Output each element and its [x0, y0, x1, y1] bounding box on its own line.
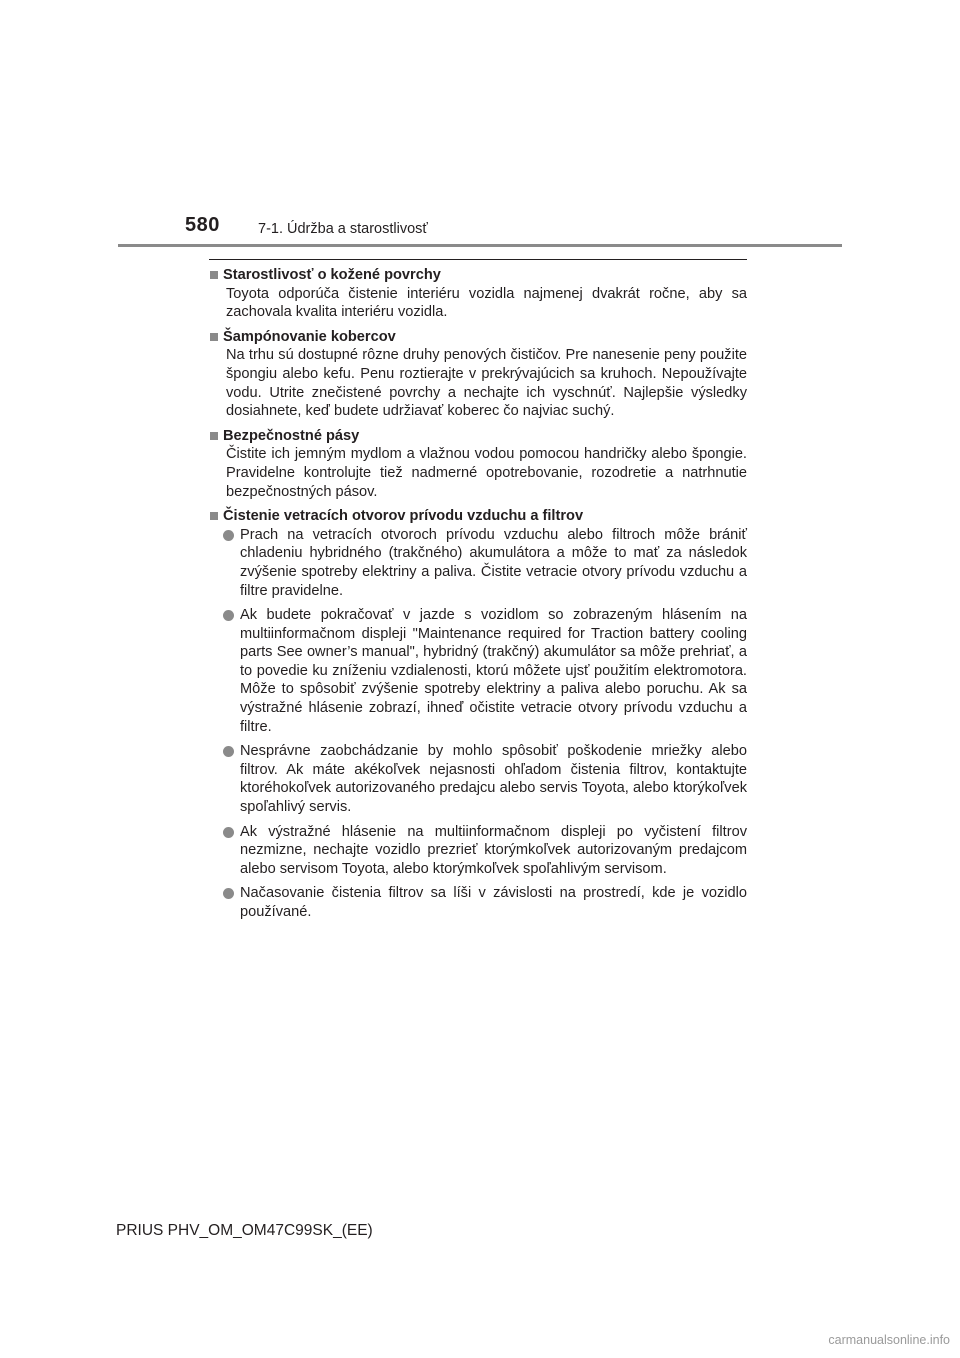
section-heading-text: Bezpečnostné pásy [223, 427, 360, 444]
circle-bullet-icon [223, 827, 234, 838]
watermark-link[interactable]: carmanualsonline.info [828, 1333, 950, 1347]
section-heading [209, 507, 747, 526]
section-heading [209, 328, 747, 347]
section-heading-text: Šampónovanie kobercov [223, 328, 396, 345]
list-item [209, 884, 747, 921]
square-bullet-icon [210, 271, 218, 279]
section-carpet-shampoo [209, 328, 747, 421]
section-text: Toyota odporúča čistenie interiéru vozidla najmenej dvakrát ročne, aby sa zachovala kvalita interiéru vozidla. [226, 285, 747, 321]
main-content [209, 266, 747, 928]
circle-bullet-icon [223, 610, 234, 621]
section-text: Na trhu sú dostupné rôzne druhy penových čističov. Pre nanesenie peny použite špongiu alebo kefu. Penu roztierajte v prekrývajúcich sa kruhoch. Nepoužívajte vodu. Utrite znečistené povrchy a nechajte ich vyschnúť. Najlepšie výsledky dosiahnete, keď budete udržiavať koberec čo najviac suchý. [226, 347, 747, 420]
section-heading [209, 266, 747, 285]
square-bullet-icon [210, 432, 218, 440]
chapter-title: 7-1. Údržba a starostlivosť [258, 221, 428, 237]
section-seat-belts [209, 427, 747, 501]
circle-bullet-icon [223, 530, 234, 541]
list-item-text: Ak výstražné hlásenie na multiinformačnom displeji po vyčistení filtrov nezmizne, nechajte vozidlo prezrieť ktorýmkoľvek autorizovaným predajcom alebo servisom Toyota, alebo ktorýmkoľvek spoľahlivým servisom. [240, 823, 747, 877]
circle-bullet-icon [223, 888, 234, 899]
square-bullet-icon [210, 333, 218, 341]
list-item-text: Prach na vetracích otvoroch prívodu vzduchu alebo filtroch môže brániť chladeniu hybridného (trakčného) akumulátora a môže to mať za následok zvýšenie spotreby elektriny a paliva. Čistite vetracie otvory prívodu vzduchu a filtre pravidelne. [240, 526, 747, 599]
circle-bullet-icon [223, 746, 234, 757]
section-heading [209, 427, 747, 446]
page-number: 580 [185, 214, 220, 236]
square-bullet-icon [210, 512, 218, 520]
section-text: Čistite ich jemným mydlom a vlažnou vodou pomocou handričky alebo špongie. Pravidelne kontrolujte tiež nadmerné opotrebovanie, rozodretie a natrhnutie bezpečnostných pásov. [226, 446, 747, 500]
section-air-intake-vents [209, 507, 747, 921]
section-heading-text: Starostlivosť o kožené povrchy [223, 267, 441, 283]
list-item-text: Načasovanie čistenia filtrov sa líši v závislosti na prostredí, kde je vozidlo používané. [240, 885, 747, 920]
header-divider [118, 244, 842, 247]
list-item-text: Ak budete pokračovať v jazde s vozidlom so zobrazeným hlásením na multiinformačnom displeji "Maintenance required for Traction battery cooling parts See owner’s manual", hybridný (trakčný) akumulátor sa môže prehriať, a to povedie ku zníženiu vzdialenosti, ktorú môžete ujsť použitím elektromotora. Môže to spôsobiť zvýšenie spotreby elektriny a paliva alebo poruchu. Ak sa výstražné hlásenie zobrazí, ihneď očistite vetracie otvory prívodu vzduchu a filtre. [240, 607, 747, 735]
content-divider [209, 259, 747, 260]
section-heading-text: Čistenie vetracích otvorov prívodu vzduchu a filtrov [223, 508, 584, 525]
list-item [209, 606, 747, 736]
list-item [209, 742, 747, 816]
list-item [209, 823, 747, 879]
document-code: PRIUS PHV_OM_OM47C99SK_(EE) [116, 1222, 373, 1239]
list-item-text: Nesprávne zaobchádzanie by mohlo spôsobiť poškodenie mriežky alebo filtrov. Ak máte akékoľvek nejasnosti ohľadom čistenia filtrov, kontaktujte ktoréhokoľvek autorizovaného predajcu alebo servis Toyota, alebo ktorýkoľvek spoľahlivý servis. [240, 743, 747, 816]
section-leather-care [209, 266, 747, 322]
list-item [209, 526, 747, 600]
